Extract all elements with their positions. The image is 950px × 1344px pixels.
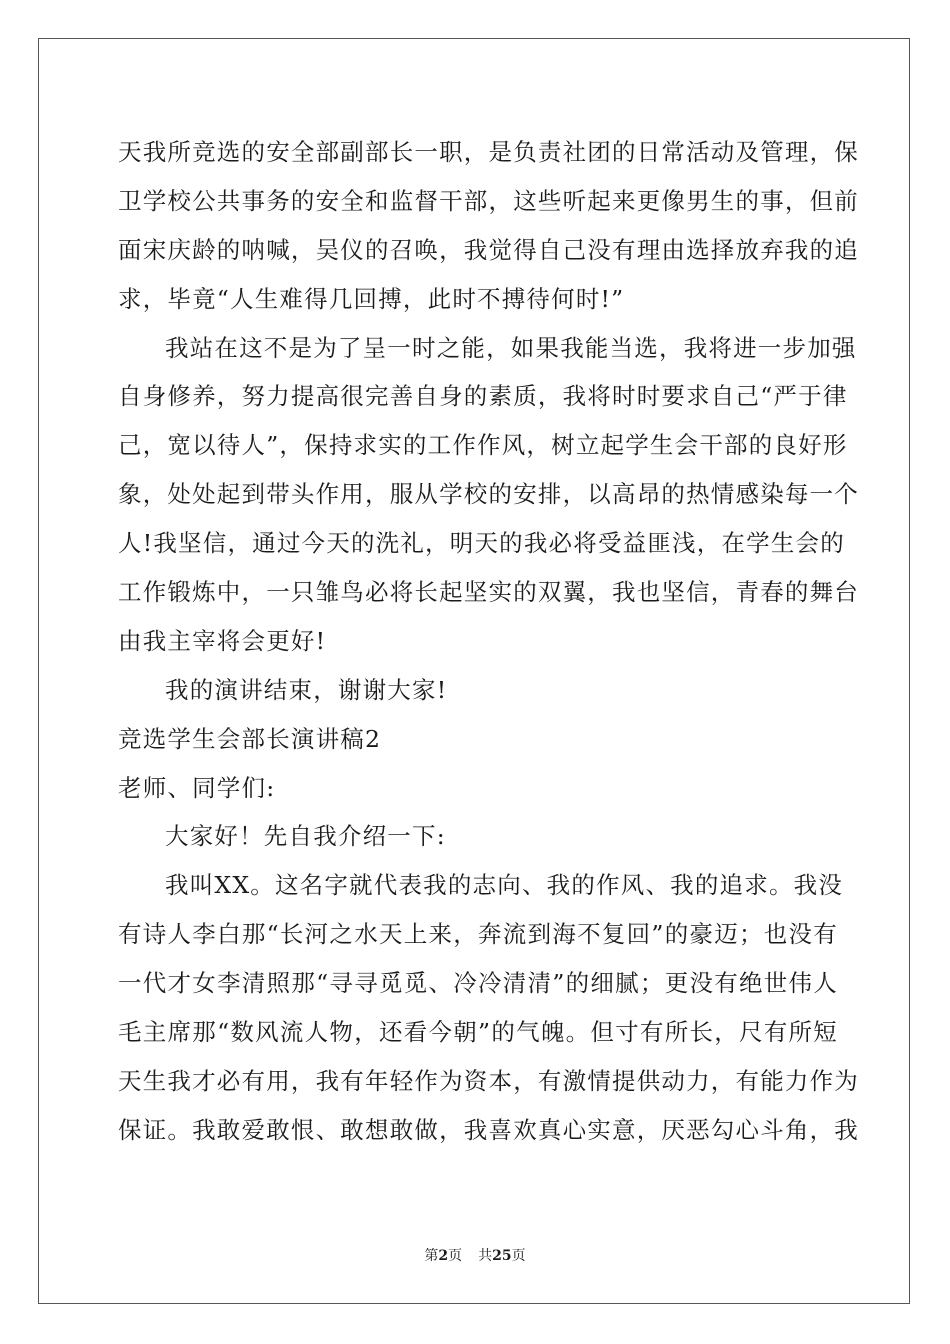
footer-page-prefix: 第	[424, 1248, 439, 1264]
text-line: 卫学校公共事务的安全和监督干部，这些听起来更像男生的事，但前	[118, 186, 859, 215]
text-line: 求，毕竟“人生难得几回搏，此时不搏待何时!”	[118, 284, 625, 313]
text-line: 天我所竞选的安全部副部长一职，是负责社团的日常活动及管理，保	[118, 138, 859, 166]
text-line: 大家好！先自我介绍一下:	[165, 822, 446, 851]
text-line: 我叫XX。这名字就代表我的志向、我的作风、我的追求。我没	[165, 871, 844, 900]
text-line: 老师、同学们:	[118, 773, 276, 802]
text-line: 毛主席那“数风流人物，还看今朝”的气魄。但寸有所长，尺有所短	[118, 1018, 838, 1047]
text-line: 有诗人李白那“长河之水天上来，奔流到海不复回”的豪迈；也没有	[118, 920, 838, 949]
text-line: 我的演讲结束，谢谢大家!	[165, 675, 448, 704]
page-footer	[0, 1246, 950, 1266]
text-line: 工作锻炼中，一只雏鸟必将长起坚实的双翼，我也坚信，青春的舞台	[118, 578, 859, 607]
footer-page-suffix: 页	[448, 1248, 463, 1264]
text-line: 己，宽以待人”，保持求实的工作作风，树立起学生会干部的良好形	[118, 431, 848, 460]
text-line: 一代才女李清照那“寻寻觅觅、冷冷清清”的细腻；更没有绝世伟人	[118, 969, 838, 998]
text-line: 保证。我敢爱敢恨、敢想敢做，我喜欢真心实意，厌恶勾心斗角，我	[118, 1115, 859, 1144]
text-line: 自身修养，努力提高很完善自身的素质，我将时时要求自己“严于律	[118, 382, 848, 411]
text-line: 面宋庆龄的呐喊，吴仪的召唤，我觉得自己没有理由选择放弃我的追	[118, 235, 859, 264]
text-line: 竞选学生会部长演讲稿2	[118, 724, 382, 753]
text-line: 天生我才必有用，我有年轻作为资本，有激情提供动力，有能力作为	[118, 1066, 859, 1095]
document-body	[118, 128, 859, 1155]
text-line: 我站在这不是为了呈一时之能，如果我能当选，我将进一步加强	[165, 333, 857, 362]
footer-total-suffix: 页	[511, 1248, 526, 1264]
footer-page-number: 2	[438, 1248, 449, 1264]
text-line: 由我主宰将会更好!	[118, 626, 327, 655]
footer-total-prefix: 共	[478, 1248, 493, 1264]
footer-total-number: 25	[492, 1248, 512, 1264]
text-line: 人!我坚信，通过今天的洗礼，明天的我必将受益匪浅，在学生会的	[118, 529, 845, 558]
text-line: 象，处处起到带头作用，服从学校的安排，以高昂的热情感染每一个	[118, 480, 859, 509]
